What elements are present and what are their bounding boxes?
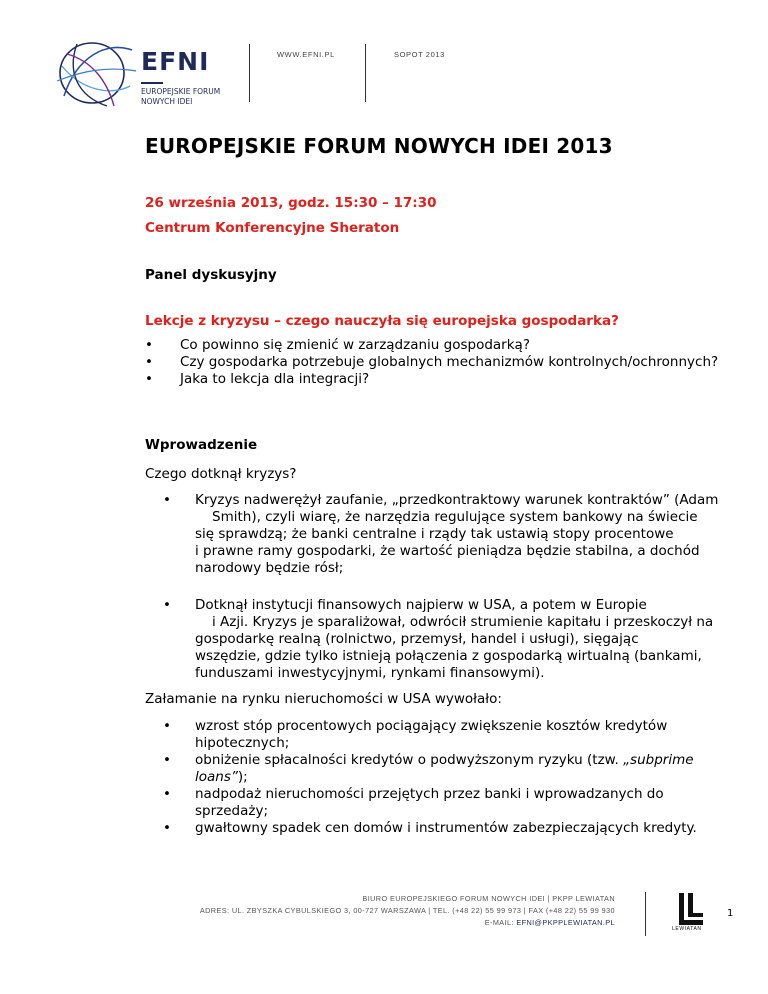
footer-divider: [645, 892, 646, 936]
lewiatan-logo-icon: [676, 893, 706, 925]
collapse-point-line: wzrost stóp procentowych pociągający zwiększenie kosztów kredytów: [195, 718, 668, 734]
list-item: [163, 820, 743, 837]
location-label: SOPOT 2013: [394, 50, 445, 59]
crisis-point-line: się sprawdzą; że banki centralne i rządy tak ustawią stopy procentowe: [195, 526, 674, 542]
intro-heading: Wprowadzenie: [145, 437, 258, 453]
footer-contact: [180, 893, 615, 929]
collapse-point-line: hipotecznych;: [195, 735, 290, 751]
panel-heading: Panel dyskusyjny: [145, 267, 277, 283]
list-item: [163, 752, 743, 786]
logo-divider: [141, 82, 163, 84]
event-date: 26 września 2013, godz. 15:30 – 17:30: [145, 195, 437, 211]
list-item: [163, 718, 743, 752]
crisis-point-line: Dotknął instytucji finansowych najpierw w USA, a potem w Europie: [195, 597, 647, 613]
crisis-point-line: wszędzie, gdzie tylko istnieją połączenia z gospodarką wirtualną (bankami,: [195, 648, 702, 664]
bullet-icon: •: [163, 752, 171, 768]
logo-sub-line2: NOWYCH IDEI: [141, 97, 193, 106]
crisis-point-line: narodowy będzie rósł;: [195, 560, 344, 576]
collapse-point-italic: „subprime: [623, 752, 694, 768]
crisis-point-line: i prawne ramy gospodarki, że wartość pieniądza będzie stabilna, a dochód: [195, 543, 700, 559]
list-item: [163, 492, 743, 577]
crisis-point-line: Smith), czyli wiarę, że narzędzia regulujące system bankowy na świecie: [212, 509, 698, 525]
event-venue: Centrum Konferencyjne Sheraton: [145, 220, 400, 236]
list-item: [163, 597, 743, 682]
header-divider: [365, 44, 366, 102]
efni-logo-globe-icon: [52, 36, 142, 110]
collapse-point-line: sprzedaży;: [195, 803, 269, 819]
collapse-intro: Załamanie na rynku nieruchomości w USA wywołało:: [145, 691, 502, 707]
collapse-point-italic: loans”: [195, 769, 238, 785]
footer-address: ADRES: UL. ZBYSZKA CYBULSKIEGO 3, 00-727 WARSZAWA | TEL. (+48 22) 55 99 973 | FAX (+48 22) 55 99 930: [199, 906, 615, 915]
crisis-point-line: Kryzys nadwerężył zaufanie, „przedkontraktowy warunek kontraktów” (Adam: [195, 492, 719, 508]
bullet-icon: •: [163, 492, 171, 508]
list-item: [163, 786, 743, 820]
footer-email-link[interactable]: EFNI@PKPPLEWIATAN.PL: [516, 918, 615, 927]
collapse-point-line: gwałtowny spadek cen domów i instrumentów zabezpieczających kredyty.: [195, 820, 697, 836]
footer-email-label: E-MAIL:: [484, 918, 517, 927]
crisis-point-line: funduszami inwestycyjnymi, rynkami finansowymi).: [195, 665, 545, 681]
lewiatan-brand-label: LEWIATAN: [672, 926, 702, 932]
bullet-icon: •: [163, 820, 171, 836]
collapse-list: [163, 718, 743, 837]
collapse-point-line: nadpodaż nieruchomości przejętych przez banki i wprowadzanych do: [195, 786, 664, 802]
panel-topic: Lekcje z kryzysu – czego nauczyła się europejska gospodarka?: [145, 313, 619, 329]
bullet-icon: •: [163, 597, 171, 613]
footer-office: BIURO EUROPEJSKIEGO FORUM NOWYCH IDEI | PKPP LEWIATAN: [362, 894, 615, 903]
bullet-icon: •: [163, 718, 171, 734]
page-title: EUROPEJSKIE FORUM NOWYCH IDEI 2013: [145, 134, 613, 158]
list-item: • Czy gospodarka potrzebuje globalnych mechanizmów kontrolnych/ochronnych?: [145, 354, 745, 371]
crisis-point-line: gospodarkę realną (rolnictwo, przemysł, handel i usługi), sięgając: [195, 631, 639, 647]
header-divider: [249, 44, 250, 102]
crisis-question: Czego dotknął kryzys?: [145, 466, 297, 482]
collapse-point-text: );: [237, 769, 248, 785]
website-link[interactable]: WWW.EFNI.PL: [277, 50, 335, 59]
page-number: 1: [727, 908, 734, 919]
list-item: • Co powinno się zmienić w zarządzaniu gospodarką?: [145, 337, 745, 354]
bullet-icon: •: [163, 786, 171, 802]
logo-subtitle: [141, 87, 261, 107]
list-item: • Jaka to lekcja dla integracji?: [145, 371, 745, 388]
logo-name: EFNI: [141, 47, 210, 76]
logo-sub-line1: EUROPEJSKIE FORUM: [141, 87, 221, 96]
panel-questions-list: [145, 337, 745, 388]
crisis-point-line: i Azji. Kryzys je sparaliżował, odwrócił strumienie kapitału i przeskoczył na: [212, 614, 714, 630]
collapse-point-text: obniżenie spłacalności kredytów o podwyższonym ryzyku (tzw.: [195, 752, 624, 768]
